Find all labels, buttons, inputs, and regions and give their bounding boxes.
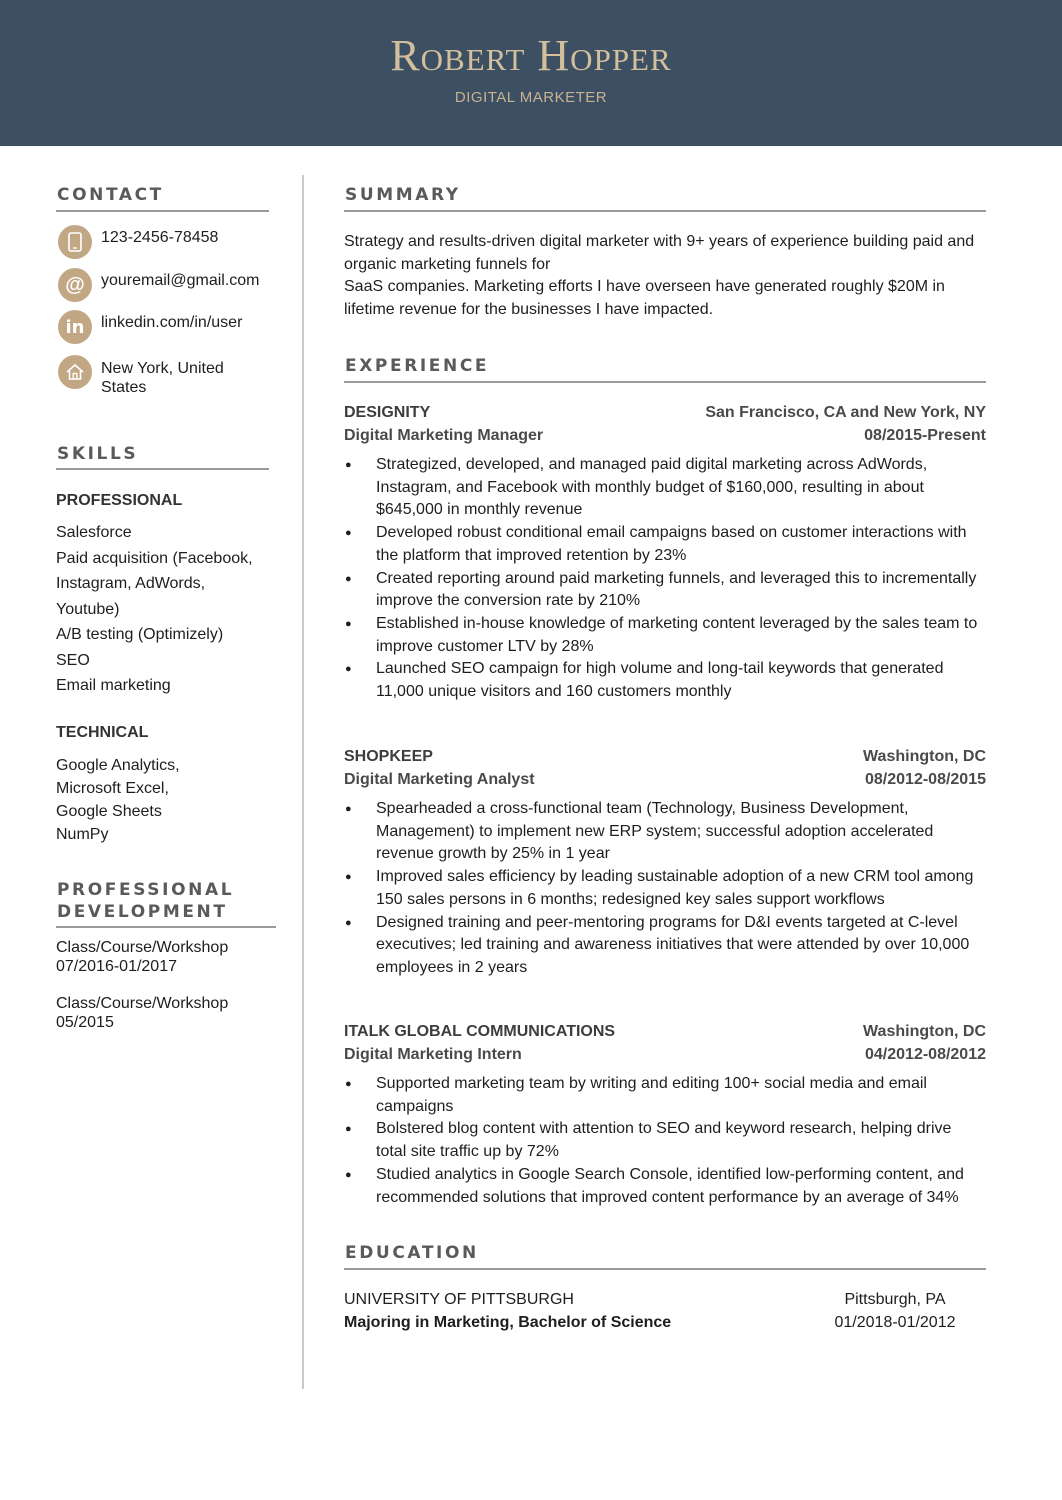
job-bullet bbox=[344, 454, 992, 522]
bullet-line: 11,000 unique visitors and 160 customers monthly bbox=[376, 683, 732, 701]
development-item-date: 05/2015 bbox=[56, 1014, 114, 1031]
job-dates: 04/2012-08/2012 bbox=[865, 1046, 986, 1063]
job-location: San Francisco, CA and New York, NY bbox=[705, 404, 986, 421]
bullet-line: revenue growth by 25% in 1 year bbox=[376, 845, 610, 863]
experience-heading: EXPERIENCE bbox=[345, 356, 490, 376]
development-item bbox=[56, 938, 228, 976]
job-bullets bbox=[344, 798, 992, 980]
job-bullet bbox=[344, 568, 992, 613]
technical-skills-heading: TECHNICAL bbox=[56, 724, 149, 741]
job-bullet bbox=[344, 522, 992, 567]
skill-item: Google Analytics, bbox=[56, 757, 180, 774]
job-dates: 08/2015-Present bbox=[864, 427, 986, 444]
contact-heading: CONTACT bbox=[57, 185, 164, 205]
skill-item: Youtube) bbox=[56, 600, 120, 618]
location-line-2: States bbox=[101, 379, 147, 396]
resume-header bbox=[0, 0, 1062, 146]
job-company: SHOPKEEP bbox=[344, 748, 433, 765]
job-bullet bbox=[344, 658, 992, 703]
skill-item: Microsoft Excel, bbox=[56, 780, 169, 797]
job-bullet bbox=[344, 1164, 992, 1209]
summary-line: lifetime revenue for the businesses I have impacted. bbox=[344, 301, 714, 319]
skills-rule bbox=[56, 468, 269, 470]
phone-icon bbox=[58, 225, 92, 259]
education-dates: 01/2018-01/2012 bbox=[834, 1314, 956, 1331]
contact-linkedin bbox=[58, 310, 273, 346]
development-item-date: 07/2016-01/2017 bbox=[56, 958, 177, 975]
bullet-line: ● Improved sales efficiency by leading sustainable adoption of a new CRM tool among bbox=[376, 868, 974, 886]
skill-item: Paid acquisition (Facebook, bbox=[56, 549, 253, 567]
job-role: Digital Marketing Intern bbox=[344, 1046, 522, 1063]
column-divider bbox=[302, 175, 304, 1389]
development-heading-line-2: DEVELOPMENT bbox=[57, 902, 228, 922]
job-bullet bbox=[344, 866, 992, 911]
technical-skills-list bbox=[56, 754, 281, 846]
education-heading: EDUCATION bbox=[345, 1243, 479, 1263]
skill-item: Google Sheets bbox=[56, 803, 162, 820]
contact-phone bbox=[58, 225, 273, 261]
bullet-line: ● Spearheaded a cross-functional team (Technology, Business Development, bbox=[376, 800, 909, 817]
location-text bbox=[101, 359, 224, 397]
professional-skills-list bbox=[56, 520, 281, 699]
bullet-line: executives; led training and awareness initiatives that were attended by over 10,000 bbox=[376, 936, 970, 954]
bullet-line: ● Supported marketing team by writing and editing 100+ social media and email bbox=[376, 1075, 927, 1092]
bullet-line: Management) to implement new ERP system; successful adoption accelerated bbox=[376, 822, 934, 840]
summary-line: organic marketing funnels for bbox=[344, 255, 551, 273]
summary-line: Strategy and results-driven digital marketer with 9+ years of experience building paid and bbox=[344, 233, 975, 250]
job-location: Washington, DC bbox=[863, 748, 986, 765]
job-bullet bbox=[344, 613, 992, 658]
skill-item: Email marketing bbox=[56, 677, 171, 694]
bullet-line: ● Studied analytics in Google Search Console, identified low-performing content, and bbox=[376, 1165, 964, 1183]
bullet-line: ● Strategized, developed, and managed paid digital marketing across AdWords, bbox=[376, 456, 928, 473]
job-dates: 08/2012-08/2015 bbox=[865, 771, 986, 788]
linkedin-icon: in bbox=[58, 310, 92, 344]
skill-item: Salesforce bbox=[56, 524, 132, 541]
skill-item: NumPy bbox=[56, 826, 109, 843]
bullet-line: $645,000 in monthly revenue bbox=[376, 501, 583, 519]
bullet-line: campaigns bbox=[376, 1097, 454, 1115]
education-location: Pittsburgh, PA bbox=[844, 1291, 946, 1308]
home-icon bbox=[58, 355, 92, 389]
bullet-line: ● Established in-house knowledge of marketing content leveraged by the sales team to bbox=[376, 614, 978, 632]
job-location: Washington, DC bbox=[863, 1023, 986, 1040]
bullet-line: ● Bolstered blog content with attention to SEO and keyword research, helping drive bbox=[376, 1120, 952, 1138]
bullet-line: ● Developed robust conditional email campaigns based on customer interactions with bbox=[376, 524, 967, 542]
job-bullet bbox=[344, 912, 992, 980]
bullet-line: improve customer LTV by 28% bbox=[376, 637, 594, 655]
candidate-name: Robert Hopper bbox=[390, 31, 672, 80]
summary-line: SaaS companies. Marketing efforts I have overseen have generated roughly $20M in bbox=[344, 278, 945, 296]
job-bullets bbox=[344, 1073, 992, 1209]
summary-rule bbox=[344, 210, 986, 212]
phone-number[interactable]: 123-2456-78458 bbox=[101, 229, 219, 246]
summary-heading: SUMMARY bbox=[345, 185, 461, 205]
candidate-title: DIGITAL MARKETER bbox=[454, 89, 608, 106]
development-item-name: Class/Course/Workshop bbox=[56, 995, 229, 1012]
education-degree: Majoring in Marketing, Bachelor of Science bbox=[344, 1314, 672, 1331]
bullet-line: the platform that improved retention by 23% bbox=[376, 546, 687, 564]
bullet-line: total site traffic up by 72% bbox=[376, 1143, 559, 1161]
development-heading bbox=[57, 879, 234, 923]
skill-item: A/B testing (Optimizely) bbox=[56, 626, 224, 643]
bullet-line: ● Created reporting around paid marketing funnels, and leveraged this to incrementally bbox=[376, 569, 977, 587]
bullet-line: ● Designed training and peer-mentoring programs for D&I events targeted at C-level bbox=[376, 913, 958, 931]
development-item-name: Class/Course/Workshop bbox=[56, 939, 229, 956]
contact-email bbox=[58, 268, 273, 304]
professional-skills-heading: PROFESSIONAL bbox=[56, 492, 183, 509]
skills-heading: SKILLS bbox=[57, 444, 139, 464]
education-school: UNIVERSITY OF PITTSBURGH bbox=[344, 1291, 574, 1308]
summary-text bbox=[344, 231, 994, 322]
job-bullet bbox=[344, 798, 992, 866]
bullet-line: improve the conversion rate by 210% bbox=[376, 592, 641, 610]
contact-location bbox=[58, 355, 273, 397]
linkedin-url[interactable]: linkedin.com/in/user bbox=[101, 314, 243, 331]
bullet-line: recommended solutions that improved content performance by an average of 34% bbox=[376, 1188, 959, 1206]
development-rule bbox=[56, 926, 276, 928]
bullet-line: ● Launched SEO campaign for high volume and long-tail keywords that generated bbox=[376, 660, 944, 678]
job-bullets bbox=[344, 454, 992, 704]
location-line-1: New York, United bbox=[101, 360, 224, 377]
job-role: Digital Marketing Manager bbox=[344, 427, 544, 444]
development-heading-line-1: PROFESSIONAL bbox=[57, 880, 235, 900]
bullet-line: 150 sales persons in 6 months; redesigned key sales support workflows bbox=[376, 890, 885, 908]
job-company: DESIGNITY bbox=[344, 404, 431, 421]
skill-item: Instagram, AdWords, bbox=[56, 575, 206, 592]
at-icon: @ bbox=[58, 268, 92, 302]
experience-rule bbox=[344, 381, 986, 383]
job-role: Digital Marketing Analyst bbox=[344, 771, 535, 788]
education-rule bbox=[344, 1268, 986, 1270]
job-bullet bbox=[344, 1118, 992, 1163]
development-item bbox=[56, 994, 228, 1032]
job-company: ITALK GLOBAL COMMUNICATIONS bbox=[344, 1023, 616, 1040]
skill-item: SEO bbox=[56, 651, 90, 669]
job-bullet bbox=[344, 1073, 992, 1118]
contact-rule bbox=[56, 210, 269, 212]
bullet-line: employees in 2 years bbox=[376, 958, 528, 976]
email-address[interactable]: youremail@gmail.com bbox=[101, 272, 260, 289]
bullet-line: Instagram, and Facebook with monthly budget of $160,000, resulting in about bbox=[376, 478, 924, 496]
